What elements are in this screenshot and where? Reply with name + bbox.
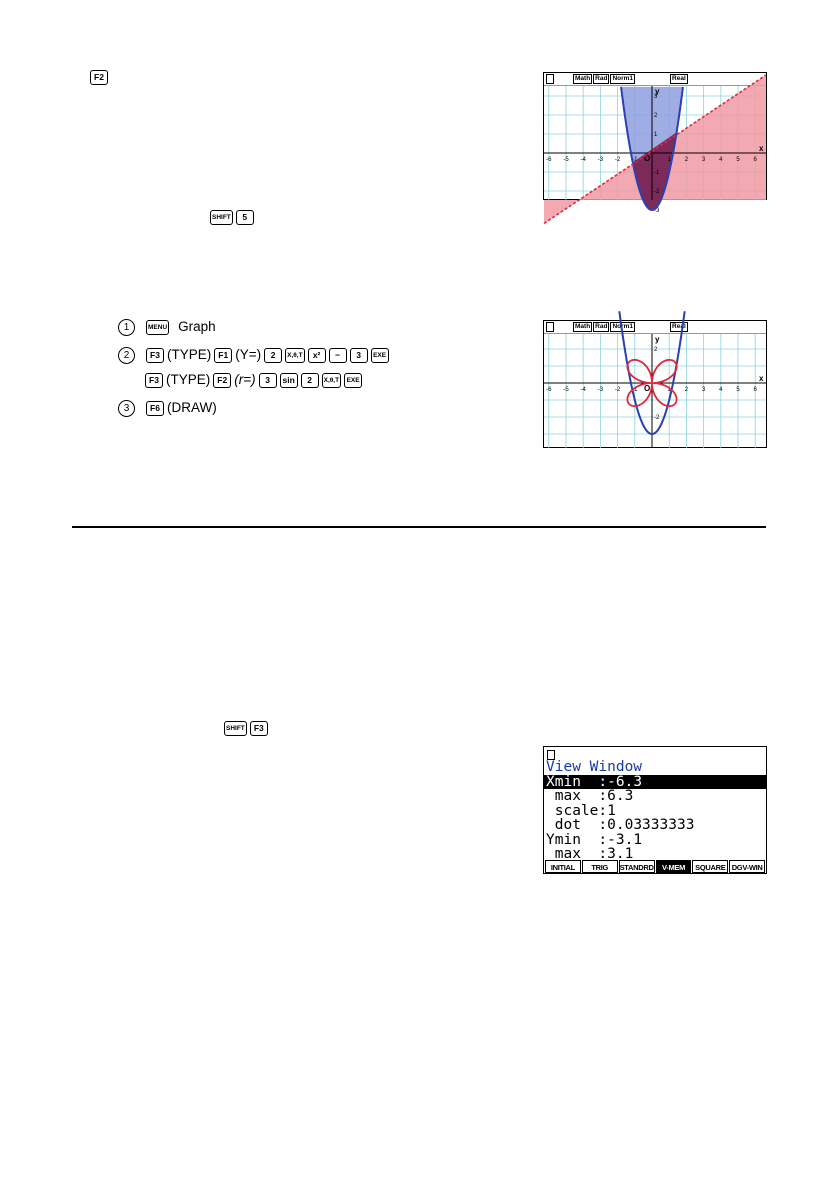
step-2b xyxy=(145,370,362,390)
f2-key: F2 xyxy=(213,373,231,388)
key-3: 3 xyxy=(259,373,277,388)
fkey-standrd[interactable]: STANDRD xyxy=(619,860,655,873)
step-2a xyxy=(118,345,389,365)
row-label: max xyxy=(546,846,581,862)
shift-5-keys xyxy=(210,210,254,225)
shift-key: SHIFT xyxy=(210,210,233,225)
type-label: (TYPE) xyxy=(167,347,212,362)
row-value: 6.3 xyxy=(607,788,634,804)
graph-screen-inequality xyxy=(543,72,767,214)
view-window-title: View Window xyxy=(546,759,643,775)
x-tick-label: -6 xyxy=(546,157,552,163)
fkey-dgv-win[interactable]: DGV-WIN xyxy=(729,860,765,873)
row-value: -3.1 xyxy=(607,831,643,848)
y-tick-label: -3 xyxy=(654,208,660,214)
y-tick-label: 1 xyxy=(654,132,658,138)
x-tick-label: -1 xyxy=(632,157,638,163)
status-rad: Rad xyxy=(595,323,608,330)
exe-key: EXE xyxy=(344,373,362,388)
status-real: Real xyxy=(672,323,686,330)
f3-key: F3 xyxy=(145,373,163,388)
x-tick-label: 6 xyxy=(753,157,757,163)
function-key-bar xyxy=(544,860,766,873)
x-tick-label: -3 xyxy=(597,387,604,393)
status-real: Real xyxy=(672,75,686,82)
x-tick-label: -1 xyxy=(632,387,638,393)
menu-key: MENU xyxy=(146,320,169,335)
y-tick-label: -1 xyxy=(654,170,660,176)
y-tick-label: -2 xyxy=(654,189,660,195)
x-tick-label: 3 xyxy=(701,157,706,163)
xmin-row[interactable]: Xmin :-6.3 xyxy=(544,775,766,790)
step-1 xyxy=(118,317,216,337)
x-tick-label: -3 xyxy=(597,157,604,163)
x-tick-label: 5 xyxy=(736,157,740,163)
xscale-row[interactable]: scale:1 xyxy=(546,802,616,819)
step-3 xyxy=(118,398,217,418)
graph-plot-area xyxy=(544,86,766,214)
r-equals-label: (r=) xyxy=(234,372,256,387)
row-label: Ymin xyxy=(546,831,581,848)
f3-key: F3 xyxy=(146,348,164,363)
x-tick-label: -5 xyxy=(563,157,569,163)
x-tick-label: -4 xyxy=(580,157,586,163)
graph-plot-area xyxy=(544,334,766,448)
step-number: 1 xyxy=(118,319,135,336)
x-tick-label: 4 xyxy=(719,387,723,393)
x-tick-label: 2 xyxy=(684,157,689,163)
status-norm: Norm1 xyxy=(612,323,634,330)
row-value: 3.1 xyxy=(607,846,634,862)
key-2: 2 xyxy=(264,348,282,363)
x-tick-label: -2 xyxy=(614,157,621,163)
y-equals-label: (Y=) xyxy=(235,347,262,362)
status-bar xyxy=(544,321,766,334)
x-axis-label: x xyxy=(759,144,764,153)
type-label: (TYPE) xyxy=(166,372,211,387)
section-divider xyxy=(72,526,766,528)
x-theta-t-key: X,θ,T xyxy=(285,348,304,363)
status-bar xyxy=(544,73,766,86)
battery-icon xyxy=(546,74,554,84)
fkey-trig[interactable]: TRIG xyxy=(582,860,618,873)
y-tick-label: -2 xyxy=(654,415,660,421)
origin-label: O xyxy=(644,154,651,163)
graph-label: Graph xyxy=(178,319,216,334)
origin-label: O xyxy=(644,384,651,393)
key-5: 5 xyxy=(236,210,254,225)
y-tick-label: 2 xyxy=(654,113,658,119)
row-value: -6.3 xyxy=(607,773,643,790)
row-label: dot xyxy=(546,817,581,833)
x-squared-key: x² xyxy=(308,348,326,363)
x-theta-t-key: X,θ,T xyxy=(322,373,341,388)
y-tick-label: 3 xyxy=(654,94,658,100)
x-tick-label: -5 xyxy=(563,387,569,393)
ymax-row[interactable]: max :3.1 xyxy=(546,846,634,862)
status-math: Math xyxy=(575,323,591,330)
f6-key: F6 xyxy=(146,401,164,416)
shift-f3-keys xyxy=(224,721,268,736)
fkey-v-mem[interactable]: V-MEM xyxy=(656,860,692,873)
y-axis-label: y xyxy=(655,87,660,96)
graph-screen-polar xyxy=(543,320,767,448)
shift-key: SHIFT xyxy=(224,721,247,736)
fkey-initial[interactable]: INITIAL xyxy=(545,860,581,873)
key-3: 3 xyxy=(350,348,368,363)
minus-key: − xyxy=(329,348,347,363)
row-label: max xyxy=(546,788,581,804)
x-axis-label: x xyxy=(759,374,764,383)
status-norm: Norm1 xyxy=(612,75,634,82)
draw-label: (DRAW) xyxy=(167,400,217,415)
row-label: Xmin xyxy=(546,773,581,790)
y-axis-label: y xyxy=(655,335,660,344)
status-math: Math xyxy=(575,75,591,82)
x-tick-label: 6 xyxy=(753,387,757,393)
fkey-square[interactable]: SQUARE xyxy=(692,860,728,873)
key-2: 2 xyxy=(301,373,319,388)
x-tick-label: 2 xyxy=(684,387,689,393)
f1-key: F1 xyxy=(214,348,232,363)
ymin-row[interactable]: Ymin :-3.1 xyxy=(546,831,643,848)
row-value: 0.03333333 xyxy=(607,817,695,833)
x-tick-label: -4 xyxy=(580,387,586,393)
dot-row[interactable]: dot :0.03333333 xyxy=(546,817,695,833)
x-tick-label: 1 xyxy=(667,157,671,163)
y-tick-label: 2 xyxy=(654,347,658,353)
f3-key: F3 xyxy=(250,721,268,736)
sin-key: sin xyxy=(280,373,298,388)
f2-key: F2 xyxy=(90,70,108,85)
battery-icon xyxy=(546,322,554,332)
step-number: 3 xyxy=(118,400,135,417)
x-tick-label: -2 xyxy=(614,387,621,393)
xmax-row[interactable]: max :6.3 xyxy=(546,788,634,804)
x-tick-label: 3 xyxy=(701,387,706,393)
x-tick-label: 1 xyxy=(667,387,671,393)
x-tick-label: 4 xyxy=(719,157,723,163)
row-value: 1 xyxy=(607,802,616,819)
status-rad: Rad xyxy=(595,75,608,82)
view-window-screen xyxy=(543,746,767,874)
x-tick-label: 5 xyxy=(736,387,740,393)
x-tick-label: -6 xyxy=(546,387,552,393)
exe-key: EXE xyxy=(371,348,389,363)
row-label: scale xyxy=(546,802,599,819)
step-number: 2 xyxy=(118,347,135,364)
